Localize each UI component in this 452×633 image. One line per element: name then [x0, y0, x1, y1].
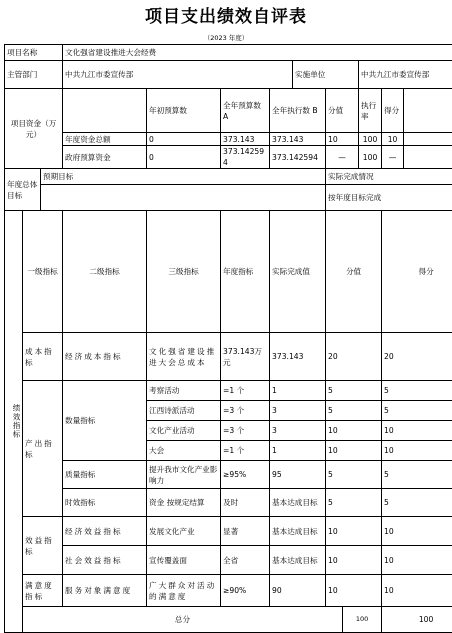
output-l3: 文化产业活动	[147, 421, 221, 441]
evaluation-table	[4, 44, 452, 633]
output-actual: 3	[270, 401, 326, 421]
value-header: 分值	[326, 211, 382, 333]
table-row	[5, 333, 452, 381]
satisfaction-target: ≥90%	[221, 575, 270, 607]
project-name-value: 文化强省建设推进大会经费	[63, 45, 452, 61]
annual-total-initial: 0	[147, 133, 221, 146]
actual-done-label: 实际完成情况	[326, 169, 452, 185]
annual-goal-label: 年度总体目标	[5, 169, 41, 211]
gov-budget-exec: 373.142594	[270, 146, 326, 169]
table-row	[5, 461, 452, 489]
output-l3: 资金 按规定结算	[147, 489, 221, 517]
score-value-header: 分值	[326, 89, 359, 133]
expected-goal-label: 预期目标	[41, 169, 326, 185]
benefit-l2: 社会效益指标	[63, 546, 147, 575]
output-l3: 江西诗派活动	[147, 401, 221, 421]
satisfaction-l1: 满意度指标	[23, 575, 63, 607]
output-target: ≥95%	[221, 461, 270, 489]
annual-indicator-header: 年度指标	[221, 211, 270, 333]
table-row	[5, 61, 452, 89]
table-row	[5, 185, 452, 211]
benefit-l3: 宣传覆盖面	[147, 546, 221, 575]
total-label: 总分	[23, 607, 343, 633]
benefit-score: 10	[382, 546, 452, 575]
table-row	[5, 169, 452, 185]
output-value: 5	[326, 489, 382, 517]
benefit-value: 10	[326, 546, 382, 575]
table-row	[5, 489, 452, 517]
output-score: 5	[382, 461, 452, 489]
annual-total-rate: 100	[359, 133, 382, 146]
annual-total-score: 10	[382, 133, 404, 146]
implementer-value: 中共九江市委宣传部	[359, 61, 452, 89]
table-row	[5, 607, 452, 633]
output-score: 5	[382, 401, 452, 421]
annual-total-value: 10	[326, 133, 359, 146]
table-row	[5, 381, 452, 401]
output-score: 10	[382, 441, 452, 461]
output-value: 10	[326, 421, 382, 441]
benefit-actual: 基本达成目标	[270, 546, 326, 575]
output-l3: 提升我市文化产业影响力	[147, 461, 221, 489]
output-target: 及时	[221, 489, 270, 517]
cost-value: 20	[326, 333, 382, 381]
output-value: 5	[326, 401, 382, 421]
output-score: 5	[382, 489, 452, 517]
output-target: =3 个	[221, 421, 270, 441]
output-value: 5	[326, 461, 382, 489]
table-row	[5, 546, 452, 575]
output-score: 5	[382, 381, 452, 401]
cost-l1: 成本指标	[23, 333, 63, 381]
gov-budget-value: —	[326, 146, 359, 169]
report-year: （2023 年度）	[0, 33, 452, 42]
output-target: =1 个	[221, 441, 270, 461]
annual-total-label: 年度资金总额	[63, 133, 147, 146]
benefit-l1: 效益指标	[23, 517, 63, 575]
output-actual: 1	[270, 381, 326, 401]
output-l1: 产出指标	[23, 381, 63, 517]
output-target: =3 个	[221, 401, 270, 421]
initial-budget-header: 年初预算数	[147, 89, 221, 133]
gov-budget-budget: 373.142594	[221, 146, 270, 169]
satisfaction-value: 10	[326, 575, 382, 607]
satisfaction-l2: 服务对象满意度	[63, 575, 147, 607]
gov-budget-rate: 100	[359, 146, 382, 169]
funds-label: 项目资金（万元）	[5, 89, 63, 169]
output-l3: 大会	[147, 441, 221, 461]
project-name-label: 项目名称	[5, 45, 63, 61]
gov-budget-score: —	[382, 146, 404, 169]
benefit-actual: 基本达成目标	[270, 517, 326, 546]
gov-budget-label: 政府预算资金	[63, 146, 147, 169]
output-value: 5	[326, 381, 382, 401]
total-value: 100	[343, 607, 382, 633]
score-header: 得分	[382, 89, 404, 133]
output-timeliness-l2: 时效指标	[63, 489, 147, 517]
output-value: 10	[326, 441, 382, 461]
output-l3: 考察活动	[147, 381, 221, 401]
table-row	[5, 89, 452, 133]
full-budget-header: 全年预算数 A	[221, 89, 270, 133]
benefit-target: 全省	[221, 546, 270, 575]
output-target: =1 个	[221, 381, 270, 401]
output-actual: 基本达成目标	[270, 489, 326, 517]
table-row	[5, 133, 452, 146]
satisfaction-l3: 广大群众对活动的满意度	[147, 575, 221, 607]
table-row	[5, 517, 452, 546]
department-label: 主管部门	[5, 61, 63, 89]
annual-total-budget: 373.143	[221, 133, 270, 146]
output-quantity-l2: 数量指标	[63, 381, 147, 461]
exec-rate-header: 执行率	[359, 89, 382, 133]
perf-indicators-label: 绩效指标	[5, 211, 23, 633]
score-header-2: 得分	[382, 211, 452, 333]
cost-actual: 373.143	[270, 333, 326, 381]
benefit-l2: 经济效益指标	[63, 517, 147, 546]
actual-done-value: 按年度目标完成	[326, 185, 452, 211]
output-actual: 3	[270, 421, 326, 441]
satisfaction-actual: 90	[270, 575, 326, 607]
cost-score: 20	[382, 333, 452, 381]
table-row	[5, 575, 452, 607]
page-title: 项目支出绩效自评表	[0, 2, 452, 27]
benefit-score: 10	[382, 517, 452, 546]
level3-header: 三级指标	[147, 211, 221, 333]
output-quality-l2: 质量指标	[63, 461, 147, 489]
level2-header: 二级指标	[63, 211, 147, 333]
cost-l2: 经济成本指标	[63, 333, 147, 381]
department-value: 中共九江市委宣传部	[63, 61, 293, 89]
output-score: 10	[382, 421, 452, 441]
cost-target: 373.143万元	[221, 333, 270, 381]
actual-value-header: 实际完成值	[270, 211, 326, 333]
gov-budget-initial: 0	[147, 146, 221, 169]
level1-header: 一级指标	[23, 211, 63, 333]
table-row	[5, 146, 452, 169]
total-score: 100	[382, 607, 452, 633]
implementer-label: 实施单位	[293, 61, 359, 89]
benefit-l3: 发展文化产业	[147, 517, 221, 546]
annual-total-exec: 373.143	[270, 133, 326, 146]
table-row	[5, 211, 452, 333]
full-exec-header: 全年执行数 B	[270, 89, 326, 133]
output-actual: 1	[270, 441, 326, 461]
output-actual: 95	[270, 461, 326, 489]
benefit-target: 显著	[221, 517, 270, 546]
cost-l3: 文化强省建设推进大会总成本	[147, 333, 221, 381]
satisfaction-score: 10	[382, 575, 452, 607]
benefit-value: 10	[326, 517, 382, 546]
table-row	[5, 45, 452, 61]
